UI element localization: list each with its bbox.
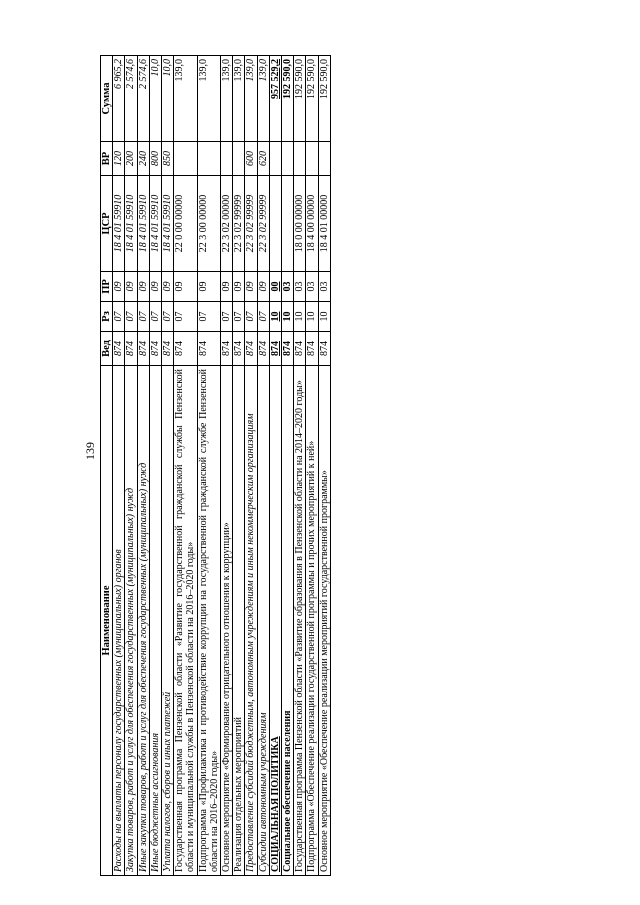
cell-csr: 18 0 00 00000 bbox=[294, 176, 306, 272]
cell-csr: 22 3 00 00000 bbox=[197, 176, 220, 272]
cell-name: Иные закупки товаров, работ и услуг для обеспечения государственных (муниципальных) нужд bbox=[137, 366, 149, 876]
table-row bbox=[294, 56, 306, 876]
cell-vr bbox=[269, 142, 281, 176]
table-row bbox=[162, 56, 174, 876]
cell-rz: 07 bbox=[197, 302, 220, 332]
cell-ved: 874 bbox=[318, 332, 330, 366]
cell-ved: 874 bbox=[149, 332, 161, 366]
cell-sum: 139,0 bbox=[221, 56, 233, 142]
cell-ved: 874 bbox=[233, 332, 245, 366]
cell-pr: 03 bbox=[306, 272, 318, 302]
cell-name: Государственная программа Пензенской области «Развитие государственной гражданской службы Пензенской области и муниципальной службы в Пензенской области на 2016–2020 годы» bbox=[174, 366, 197, 876]
cell-ved: 874 bbox=[306, 332, 318, 366]
cell-name: Подпрограмма «Профилактика и противодействие коррупции на государственной гражданской службе Пензенской области на 2016–2020 годы» bbox=[197, 366, 220, 876]
cell-name: Субсидии автономным учреждениям bbox=[257, 366, 269, 876]
cell-vr bbox=[174, 142, 197, 176]
table-row bbox=[306, 56, 318, 876]
table-row bbox=[245, 56, 257, 876]
header-sum: Сумма bbox=[101, 56, 113, 142]
cell-csr: 22 0 00 00000 bbox=[174, 176, 197, 272]
cell-rz: 07 bbox=[245, 302, 257, 332]
cell-ved: 874 bbox=[197, 332, 220, 366]
table-row bbox=[137, 56, 149, 876]
table-header-row bbox=[101, 56, 113, 876]
budget-table bbox=[100, 55, 331, 876]
table-row bbox=[282, 56, 294, 876]
cell-vr: 800 bbox=[149, 142, 161, 176]
cell-rz: 10 bbox=[282, 302, 294, 332]
cell-sum: 139,0 bbox=[233, 56, 245, 142]
cell-name: Закупка товаров, работ и услуг для обеспечения государственных (муниципальных) нужд bbox=[125, 366, 137, 876]
cell-rz: 07 bbox=[257, 302, 269, 332]
cell-vr: 240 bbox=[137, 142, 149, 176]
cell-csr: 18 4 01 59910 bbox=[113, 176, 125, 272]
cell-rz: 10 bbox=[306, 302, 318, 332]
cell-name: Предоставление субсидий бюджетным, автономным учреждениям и иным некоммерческим организациям bbox=[245, 366, 257, 876]
cell-vr bbox=[233, 142, 245, 176]
cell-csr: 18 4 01 59910 bbox=[125, 176, 137, 272]
cell-sum: 6 965,2 bbox=[113, 56, 125, 142]
cell-name: Основное мероприятие «Формирование отрицательного отношения к коррупции» bbox=[221, 366, 233, 876]
cell-sum: 2 574,6 bbox=[125, 56, 137, 142]
cell-ved: 874 bbox=[269, 332, 281, 366]
header-vr: ВР bbox=[101, 142, 113, 176]
cell-name: СОЦИАЛЬНАЯ ПОЛИТИКА bbox=[269, 366, 281, 876]
cell-pr: 03 bbox=[294, 272, 306, 302]
page-number: 139 bbox=[83, 442, 97, 460]
header-rz: Рз bbox=[101, 302, 113, 332]
cell-name: Основное мероприятие «Обеспечение реализации мероприятий государственной программы» bbox=[318, 366, 330, 876]
cell-csr bbox=[282, 176, 294, 272]
cell-pr: 09 bbox=[233, 272, 245, 302]
cell-rz: 07 bbox=[137, 302, 149, 332]
cell-rz: 07 bbox=[113, 302, 125, 332]
cell-rz: 07 bbox=[149, 302, 161, 332]
cell-name: Реализация отдельных мероприятий bbox=[233, 366, 245, 876]
rotated-page-content bbox=[100, 56, 456, 876]
cell-csr: 22 3 02 00000 bbox=[221, 176, 233, 272]
table-row bbox=[233, 56, 245, 876]
cell-sum: 139,0 bbox=[174, 56, 197, 142]
cell-vr: 850 bbox=[162, 142, 174, 176]
cell-sum: 192 590,0 bbox=[318, 56, 330, 142]
cell-csr: 22 3 02 99999 bbox=[245, 176, 257, 272]
cell-vr bbox=[306, 142, 318, 176]
cell-ved: 874 bbox=[125, 332, 137, 366]
cell-sum: 139,0 bbox=[245, 56, 257, 142]
cell-sum: 10,0 bbox=[149, 56, 161, 142]
cell-csr: 18 4 01 00000 bbox=[318, 176, 330, 272]
cell-csr bbox=[269, 176, 281, 272]
cell-ved: 874 bbox=[294, 332, 306, 366]
cell-name: Иные бюджетные ассигнования bbox=[149, 366, 161, 876]
cell-sum: 192 590,0 bbox=[294, 56, 306, 142]
cell-ved: 874 bbox=[245, 332, 257, 366]
table-row bbox=[174, 56, 197, 876]
cell-pr: 09 bbox=[197, 272, 220, 302]
header-pr: ПР bbox=[101, 272, 113, 302]
cell-sum: 10,0 bbox=[162, 56, 174, 142]
cell-rz: 10 bbox=[318, 302, 330, 332]
cell-vr bbox=[282, 142, 294, 176]
cell-csr: 22 3 02 99999 bbox=[257, 176, 269, 272]
table-row bbox=[113, 56, 125, 876]
cell-sum: 957 529,2 bbox=[269, 56, 281, 142]
cell-sum: 139,0 bbox=[257, 56, 269, 142]
cell-rz: 07 bbox=[125, 302, 137, 332]
cell-rz: 10 bbox=[269, 302, 281, 332]
cell-vr: 620 bbox=[257, 142, 269, 176]
cell-pr: 09 bbox=[162, 272, 174, 302]
cell-vr: 200 bbox=[125, 142, 137, 176]
cell-vr: 600 bbox=[245, 142, 257, 176]
cell-sum: 139,0 bbox=[197, 56, 220, 142]
cell-ved: 874 bbox=[221, 332, 233, 366]
cell-ved: 874 bbox=[162, 332, 174, 366]
cell-name: Уплата налогов, сборов и иных платежей bbox=[162, 366, 174, 876]
cell-vr bbox=[197, 142, 220, 176]
cell-pr: 09 bbox=[125, 272, 137, 302]
cell-pr: 09 bbox=[174, 272, 197, 302]
cell-pr: 00 bbox=[269, 272, 281, 302]
cell-pr: 09 bbox=[245, 272, 257, 302]
cell-vr bbox=[221, 142, 233, 176]
table-row bbox=[149, 56, 161, 876]
cell-pr: 09 bbox=[149, 272, 161, 302]
cell-vr bbox=[294, 142, 306, 176]
cell-ved: 874 bbox=[113, 332, 125, 366]
cell-csr: 18 4 01 59910 bbox=[162, 176, 174, 272]
cell-csr: 18 4 01 59910 bbox=[149, 176, 161, 272]
cell-rz: 07 bbox=[162, 302, 174, 332]
cell-name: Государственная программа Пензенской области «Развитие образования в Пензенской области на 2014–2020 годы» bbox=[294, 366, 306, 876]
table-row bbox=[125, 56, 137, 876]
cell-sum: 192 590,0 bbox=[282, 56, 294, 142]
table-row bbox=[221, 56, 233, 876]
table-row bbox=[257, 56, 269, 876]
table-row bbox=[197, 56, 220, 876]
cell-pr: 09 bbox=[113, 272, 125, 302]
cell-rz: 07 bbox=[221, 302, 233, 332]
cell-pr: 03 bbox=[282, 272, 294, 302]
cell-csr: 18 4 01 59910 bbox=[137, 176, 149, 272]
header-ved: Вед bbox=[101, 332, 113, 366]
table-row bbox=[269, 56, 281, 876]
cell-rz: 10 bbox=[294, 302, 306, 332]
cell-pr: 03 bbox=[318, 272, 330, 302]
table-row bbox=[318, 56, 330, 876]
cell-ved: 874 bbox=[174, 332, 197, 366]
header-csr: ЦСР bbox=[101, 176, 113, 272]
cell-ved: 874 bbox=[137, 332, 149, 366]
header-name: Наименование bbox=[101, 366, 113, 876]
cell-pr: 09 bbox=[221, 272, 233, 302]
cell-rz: 07 bbox=[233, 302, 245, 332]
cell-vr: 120 bbox=[113, 142, 125, 176]
cell-sum: 2 574,6 bbox=[137, 56, 149, 142]
cell-csr: 22 3 02 99999 bbox=[233, 176, 245, 272]
cell-vr bbox=[318, 142, 330, 176]
cell-name: Подпрограмма «Обеспечение реализации государственной программы и прочих мероприятий к ней» bbox=[306, 366, 318, 876]
cell-pr: 09 bbox=[257, 272, 269, 302]
cell-csr: 18 4 00 00000 bbox=[306, 176, 318, 272]
cell-ved: 874 bbox=[282, 332, 294, 366]
cell-rz: 07 bbox=[174, 302, 197, 332]
cell-pr: 09 bbox=[137, 272, 149, 302]
cell-name: Социальное обеспечение населения bbox=[282, 366, 294, 876]
cell-sum: 192 590,0 bbox=[306, 56, 318, 142]
cell-ved: 874 bbox=[257, 332, 269, 366]
cell-name: Расходы на выплаты персоналу государственных (муниципальных) органов bbox=[113, 366, 125, 876]
